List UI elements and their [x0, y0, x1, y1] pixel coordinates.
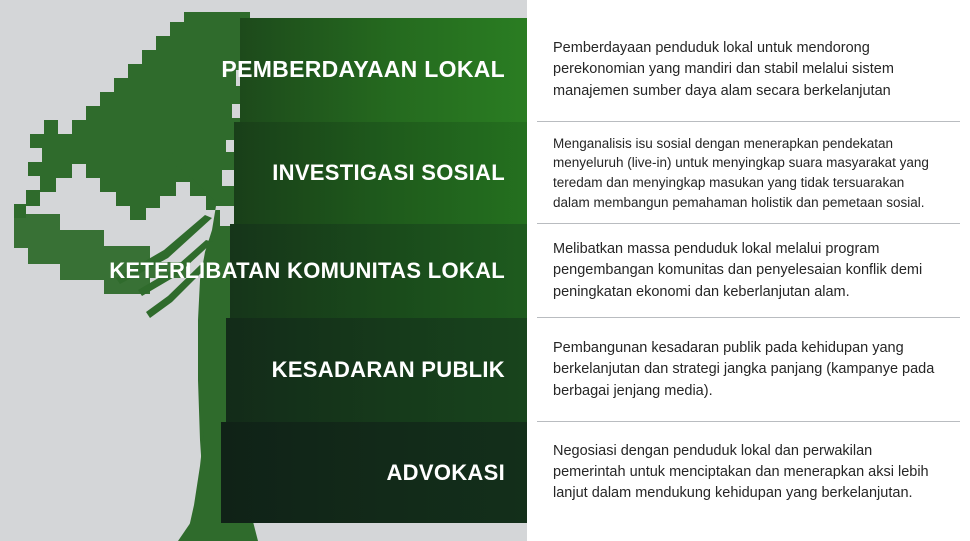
row-description-investigasi-sosial: [527, 122, 970, 224]
row-description-text: Menganalisis isu sosial dengan menerapkan pendekatan menyeluruh (live-in) untuk menyingkap suara masyarakat yang teredam dan menyingkap masukan yang tidak tersuarakan dalam membangun pemahaman holistik dan pemetaan sosial.: [553, 135, 929, 210]
row-description-text: Pembangunan kesadaran publik pada kehidupan yang berkelanjutan dan strategi jangka panjang (kampanye pada berbagai jenjang media).: [553, 340, 935, 399]
row-description-text: Negosiasi dengan penduduk lokal dan perwakilan pemerintah untuk menciptakan dan menerapkan aksi lebih lanjut dalam mendukung kehidupan yang berkelanjutan.: [553, 442, 929, 501]
row-description-keterlibatan-komunitas-lokal: [527, 224, 970, 318]
row-label-kesadaran-publik: [0, 318, 527, 422]
row-description-text: Pemberdayaan penduduk lokal untuk mendorong perekonomian yang mandiri dan stabil melalui sistem manajemen sumber daya alam secara berkelanjutan: [553, 40, 894, 99]
row-description-text: Melibatkan massa penduduk lokal melalui program pengembangan komunitas dan penyelesaian konflik demi peningkatan ekonomi dan keberlanjutan alam.: [553, 241, 923, 300]
row-label-keterlibatan-komunitas-lokal: [0, 224, 527, 318]
diagram-row: [0, 318, 970, 422]
diagram-row: [0, 122, 970, 224]
diagram-row: [0, 224, 970, 318]
row-label-advokasi: [0, 422, 527, 523]
row-label-investigasi-sosial: [0, 122, 527, 224]
row-description-pemberdayaan-lokal: [527, 18, 970, 122]
row-label-text: INVESTIGASI SOSIAL: [272, 160, 505, 186]
diagram-row: [0, 18, 970, 122]
row-label-text: ADVOKASI: [386, 459, 505, 485]
row-description-kesadaran-publik: [527, 318, 970, 422]
row-label-text: KESADARAN PUBLIK: [271, 357, 505, 383]
row-label-text: KETERLIBATAN KOMUNITAS LOKAL: [109, 258, 505, 284]
row-label-pemberdayaan-lokal: [0, 18, 527, 122]
row-description-advokasi: [527, 422, 970, 523]
diagram-row: [0, 422, 970, 523]
row-label-text: PEMBERDAYAAN LOKAL: [221, 56, 505, 83]
